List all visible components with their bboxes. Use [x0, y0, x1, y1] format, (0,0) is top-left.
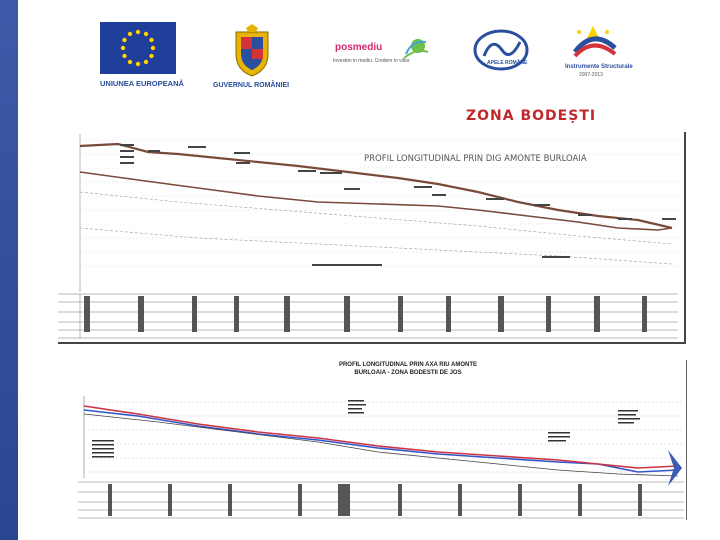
- profile-2-graphic: [78, 360, 686, 520]
- is-years: 2007-2013: [579, 72, 603, 78]
- profile-drawing-2: [78, 360, 687, 520]
- posmediu-tagline: Investim in mediu. Credem in viitor: [333, 58, 410, 64]
- gov-caption: GUVERNUL ROMÂNIEI: [213, 82, 290, 89]
- profile-2-title-line2: BURLOAIA - ZONA BODESTII DE JOS: [354, 370, 462, 376]
- instrumente-structurale-logo: [565, 22, 621, 67]
- profile-2-title-line1: PROFIL LONGITUDINAL PRIN AXA RIU AMONTE: [338, 362, 478, 368]
- apele-caption: APELE ROMÂNE: [487, 60, 528, 66]
- page-title: ZONA BODEȘTI: [466, 108, 597, 124]
- chevron-right-icon[interactable]: [666, 448, 684, 488]
- apele-romane-logo: [470, 28, 532, 77]
- profile-drawing-1: [58, 132, 686, 344]
- left-accent-bar: [0, 0, 18, 540]
- posmediu-name: posmediu: [335, 42, 383, 53]
- logos-row: [95, 18, 635, 98]
- is-caption: Instrumente Structurale: [565, 64, 633, 70]
- coat-of-arms-logo: [230, 24, 274, 83]
- profile-1-title: PROFIL LONGITUDINAL PRIN DIG AMONTE BURLOAIA: [364, 154, 587, 164]
- eu-caption: UNIUNEA EUROPEANĂ: [100, 79, 184, 88]
- eu-flag-logo: [100, 22, 176, 79]
